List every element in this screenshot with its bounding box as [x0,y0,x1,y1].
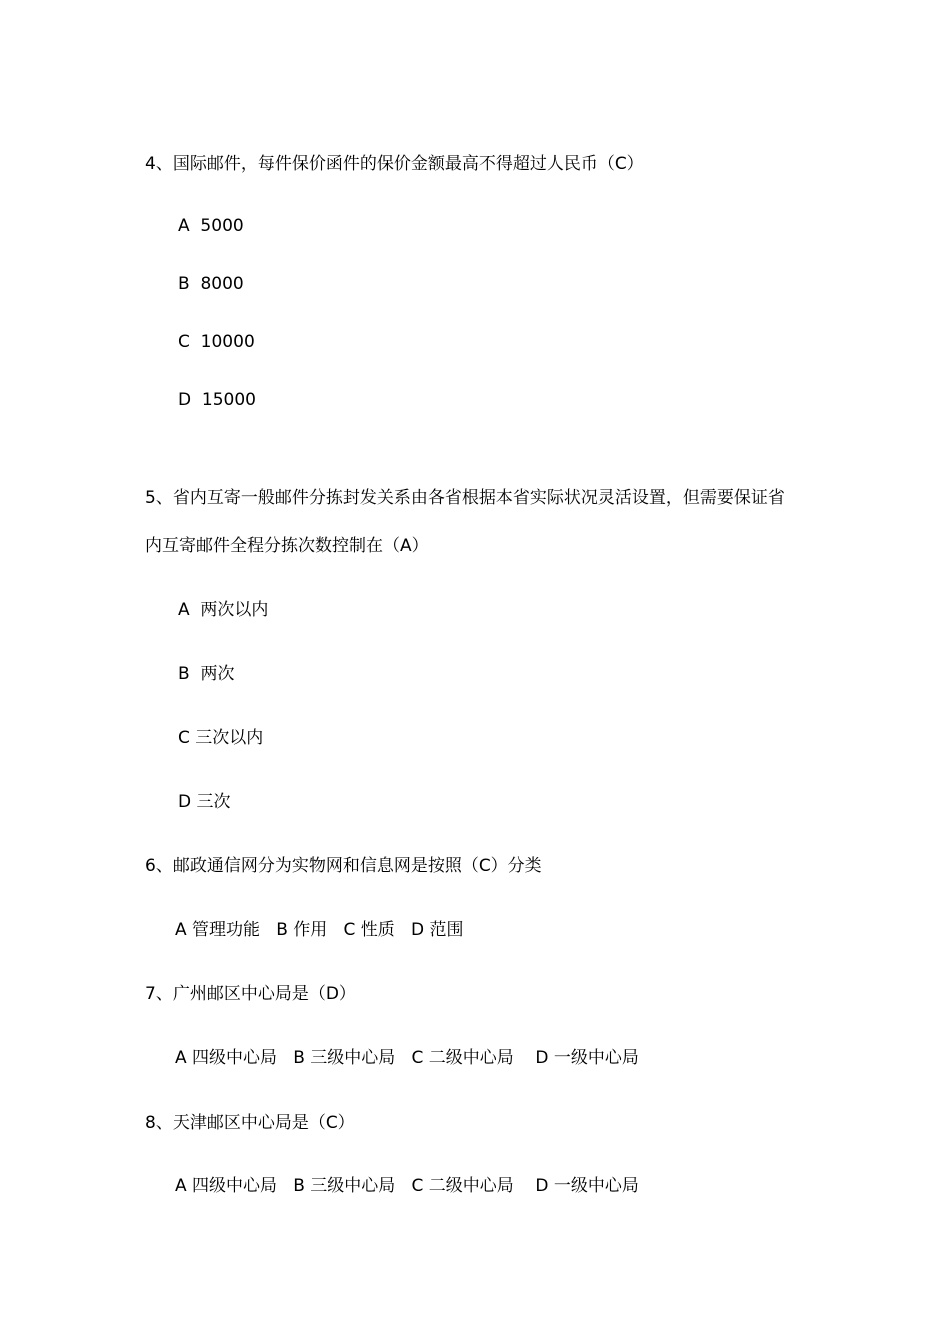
question-4-option-b: B 8000 [178,274,244,294]
question-5-option-b: B 两次 [178,664,235,684]
question-4-option-d: D 15000 [178,390,256,410]
question-5-option-c: C 三次以内 [178,728,264,748]
question-7-options: A 四级中心局 B 三级中心局 C 二级中心局 D 一级中心局 [175,1048,639,1068]
question-4-text: 4、国际邮件，每件保价函件的保价金额最高不得超过人民币（C） [145,154,644,174]
question-5-text-line1: 5、省内互寄一般邮件分拣封发关系由各省根据本省实际状况灵活设置，但需要保证省 [145,488,785,508]
question-7-text: 7、广州邮区中心局是（D） [145,984,356,1004]
question-5-text-line2: 内互寄邮件全程分拣次数控制在（A） [145,536,429,556]
question-8-options: A 四级中心局 B 三级中心局 C 二级中心局 D 一级中心局 [175,1176,639,1196]
question-5-option-a: A 两次以内 [178,600,269,620]
question-6-options: A 管理功能 B 作用 C 性质 D 范围 [175,920,464,940]
question-6-text: 6、邮政通信网分为实物网和信息网是按照（C）分类 [145,856,542,876]
question-4-option-a: A 5000 [178,216,244,236]
question-4-option-c: C 10000 [178,332,255,352]
question-8-text: 8、天津邮区中心局是（C） [145,1113,355,1133]
question-5-option-d: D 三次 [178,792,231,812]
